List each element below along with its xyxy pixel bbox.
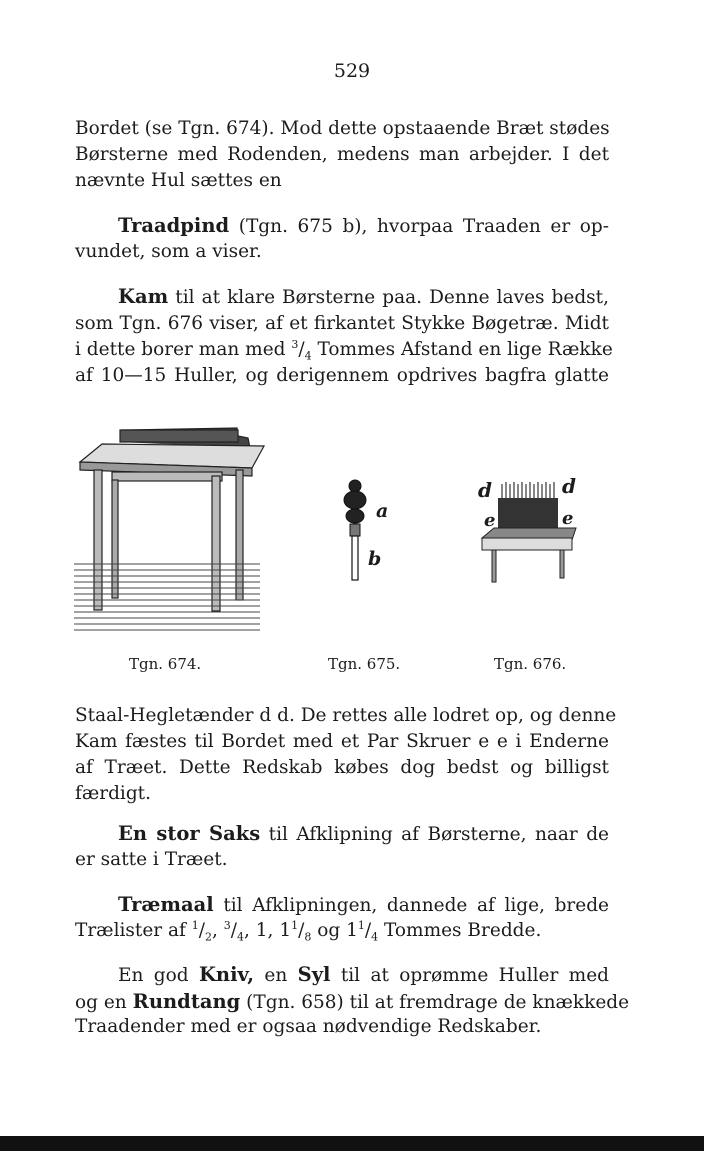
p5-line-2: er satte i Træet. <box>75 849 228 870</box>
figure-674-table <box>72 424 268 636</box>
scan-edge <box>0 1136 704 1151</box>
f3-den: 8 <box>304 930 312 944</box>
p2-line-1 <box>75 213 609 240</box>
p3-line-4: af 10—15 Huller, og derigennem opdrives bagfra glatte <box>75 365 609 386</box>
paragraph-6-end <box>75 918 609 944</box>
term-kniv: Kniv, <box>198 963 255 986</box>
p6-line-2a: Trælister af <box>75 920 186 941</box>
p1-line-1: Bordet (se Tgn. 674). Mod dette opstaaende Bræt stødes <box>75 118 610 139</box>
p6-line-2: Trælister af $^1/_2$, $^3/_4$, 1, $1^1/_8$ og $1^1/_4$ Tommes Bredde. <box>75 918 542 944</box>
p6-line-2d: Tommes Bredde. <box>383 920 542 941</box>
f4-num: 1 <box>357 918 365 932</box>
p2-line-1-rest: (Tgn. 675 b), hvorpaa Traaden er op- <box>238 216 609 237</box>
term-rundtang: Rundtang <box>132 990 241 1013</box>
p3-line-3b: Tommes Afstand en lige Række <box>317 339 613 360</box>
label-e-right: e <box>562 508 574 529</box>
frac-num: 3 <box>291 337 299 351</box>
p1-line-2: Børsterne med Rodenden, medens man arbejder. I det <box>75 144 609 165</box>
p6-line-1-rest: til Afklipningen, dannede af lige, brede <box>223 895 609 916</box>
f2-den: 4 <box>237 930 245 944</box>
term-syl: Syl <box>297 963 331 986</box>
p7-line-1 <box>75 962 609 989</box>
f3-num: 1 <box>291 918 299 932</box>
p6-line-1 <box>75 892 609 919</box>
paragraph-7 <box>75 962 630 1016</box>
term-kam: Kam <box>118 285 169 308</box>
p7-line-2b: (Tgn. 658) til at fremdrage de knækkede <box>246 992 630 1013</box>
paragraph-5 <box>75 821 609 848</box>
label-d-left: d <box>478 478 492 502</box>
paragraph-4-end <box>75 781 609 807</box>
paragraph-7-end <box>75 1014 609 1040</box>
label-b: b <box>368 548 382 570</box>
paragraph-1-end <box>75 168 609 194</box>
f1-den: 2 <box>205 930 213 944</box>
paragraph-2 <box>75 213 609 240</box>
p3-line-2: som Tgn. 676 viser, af et firkantet Stykke Bøgetræ. Midt <box>75 313 609 334</box>
p6-line-2b: 1, 1 <box>255 920 292 941</box>
term-en-stor-saks: En stor Saks <box>118 822 261 845</box>
f4-den: 4 <box>371 930 379 944</box>
paragraph-1 <box>75 116 609 168</box>
paragraph-6 <box>75 892 609 919</box>
label-d-right: d <box>562 474 576 498</box>
caption-675: Tgn. 675. <box>328 655 401 673</box>
p7-line-3: Traadender med er ogsaa nødvendige Redskaber. <box>75 1016 542 1037</box>
frac-den: 4 <box>304 349 312 363</box>
paragraph-3 <box>75 284 613 389</box>
p4-line-4: færdigt. <box>75 783 151 804</box>
f2-num: 3 <box>223 918 231 932</box>
label-e-left: e <box>484 510 496 531</box>
p4-line-1: Staal-Hegletænder d d. De rettes alle lodret op, og denne <box>75 705 617 726</box>
p7-line-1c: til at oprømme Huller med <box>340 965 609 986</box>
paragraph-5-end <box>75 847 609 873</box>
p4-line-3: af Træet. Dette Redskab købes dog bedst og billigst <box>75 757 609 778</box>
p3-line-1-rest: til at klare Børsterne paa. Denne laves bedst, <box>175 287 609 308</box>
p6-line-2c: og 1 <box>317 920 358 941</box>
caption-676: Tgn. 676. <box>494 655 567 673</box>
paragraph-4 <box>75 703 617 781</box>
p7-line-2 <box>75 989 630 1016</box>
term-traadpind: Traadpind <box>118 214 230 237</box>
figure-675-thread-pin <box>335 476 395 586</box>
p1-line-3: nævnte Hul sættes en <box>75 170 282 191</box>
p5-line-1 <box>75 821 609 848</box>
caption-674: Tgn. 674. <box>129 655 202 673</box>
p3-line-1 <box>75 284 609 311</box>
p3-line-3: i dette borer man med $^3/_4$ Tommes Afstand en lige Række <box>75 337 613 363</box>
p7-line-1b: en <box>264 965 288 986</box>
paragraph-2-end <box>75 239 609 265</box>
p2-line-2: vundet, som a viser. <box>75 241 262 262</box>
p3-line-3a: i dette borer man med <box>75 339 286 360</box>
p5-line-1-rest: til Afklipning af Børsterne, naar de <box>268 824 609 845</box>
f1-num: 1 <box>191 918 199 932</box>
p4-line-2: Kam fæstes til Bordet med et Par Skruer e e i Enderne <box>75 731 609 752</box>
p7-line-2a: og en <box>75 992 127 1013</box>
term-traemaal: Træmaal <box>118 893 214 916</box>
page-number: 529 <box>333 60 371 82</box>
label-a: a <box>376 500 389 522</box>
p7-line-1a: En god <box>118 965 189 986</box>
